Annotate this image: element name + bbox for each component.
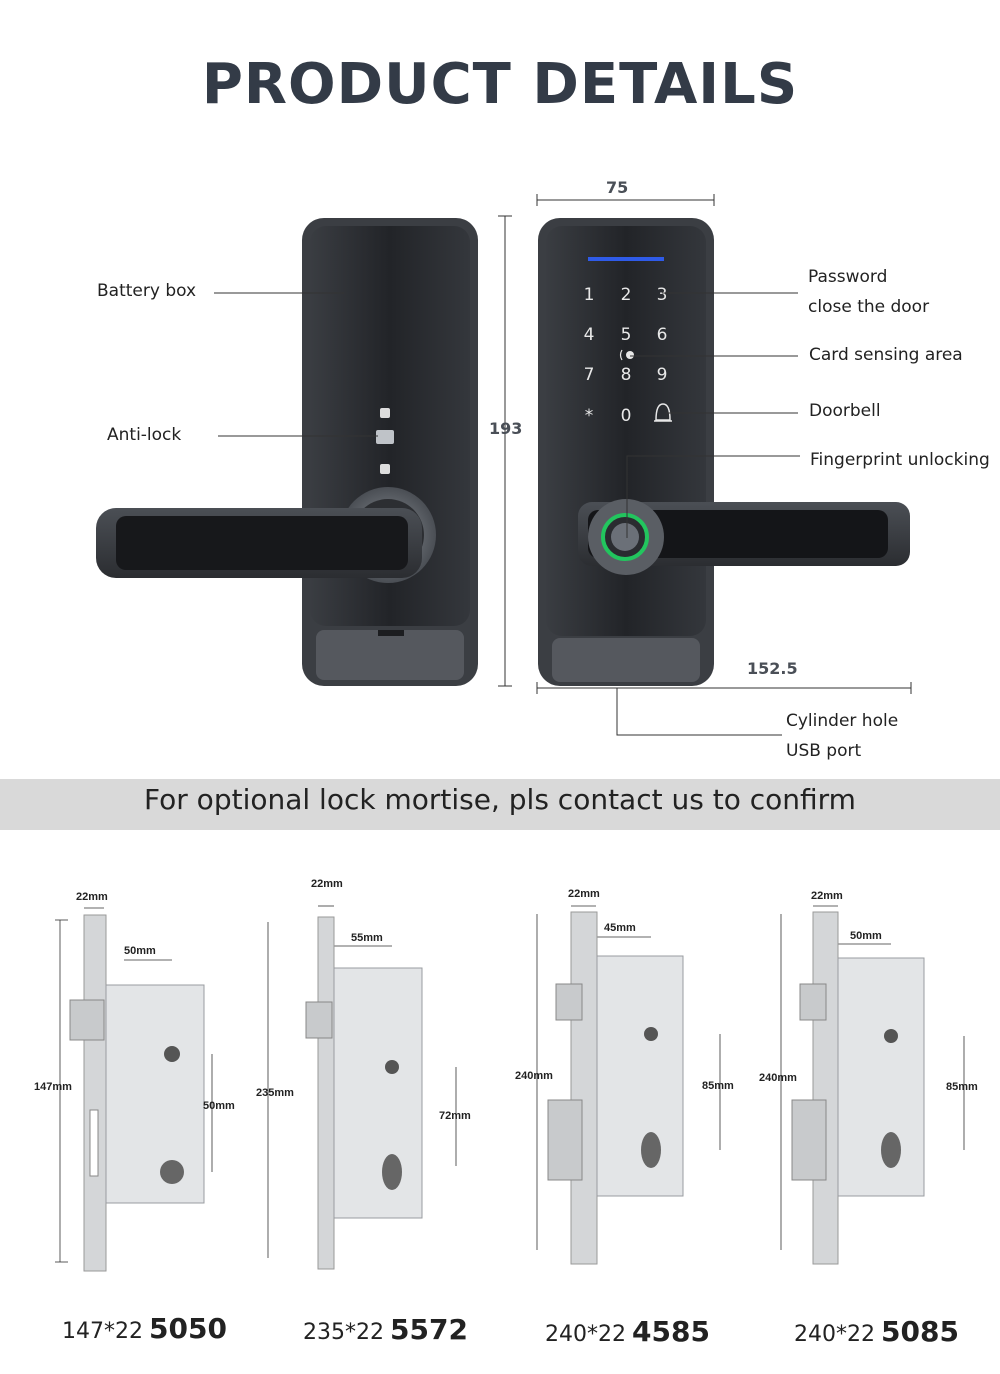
m1-top-dim: 22mm [76,891,108,903]
m3-top-dim: 22mm [568,888,600,900]
callout-card-sensing: Card sensing area [809,345,963,365]
mortise-2 [306,917,422,1269]
key-0: 0 [620,406,632,426]
key-8: 8 [620,365,632,385]
m1-height-dim: 147mm [34,1081,72,1093]
callout-password-line2: close the door [808,297,930,317]
callout-usb-port: USB port [786,741,862,761]
key-star: * [584,406,594,426]
dimension-height: 193 [489,419,523,438]
callout-cylinder-hole: Cylinder hole [786,711,899,731]
key-4: 4 [583,325,595,345]
m1-inner-dim: 50mm [124,945,156,957]
key-3: 3 [656,285,668,305]
banner-text: For optional lock mortise, pls contact us to confirm [144,783,856,816]
mortise-1-code: 5050 [149,1312,227,1345]
callout-fingerprint: Fingerprint unlocking [810,450,990,470]
mortise-1 [70,915,204,1271]
mortise-1-caption [62,1312,227,1345]
callout-anti-lock: Anti-lock [107,425,182,445]
mortise-3-code: 4585 [632,1315,710,1348]
key-7: 7 [583,365,595,385]
m2-right-dim: 72mm [439,1110,471,1122]
mortise-4 [792,912,924,1264]
m3-inner-dim: 45mm [604,922,636,934]
m3-right-dim: 85mm [702,1080,734,1092]
m2-top-dim: 22mm [311,878,343,890]
m3-height-dim: 240mm [515,1070,553,1082]
mortise-4-size: 240*22 [794,1322,875,1347]
callout-doorbell: Doorbell [809,401,881,421]
callout-password-line1: Password [808,267,888,287]
key-6: 6 [656,325,668,345]
m2-inner-dim: 55mm [351,932,383,944]
m4-top-dim: 22mm [811,890,843,902]
mortise-1-size: 147*22 [62,1319,143,1344]
m4-right-dim: 85mm [946,1081,978,1093]
m4-inner-dim: 50mm [850,930,882,942]
mortise-4-code: 5085 [881,1315,959,1348]
m4-height-dim: 240mm [759,1072,797,1084]
key-2: 2 [620,285,632,305]
mortise-2-code: 5572 [390,1313,468,1346]
key-1: 1 [583,285,595,305]
mortise-3-caption [545,1315,710,1348]
key-5: 5 [620,325,632,345]
mortise-2-size: 235*22 [303,1320,384,1345]
mortise-3-size: 240*22 [545,1322,626,1347]
key-9: 9 [656,365,668,385]
mortise-2-caption [303,1313,468,1346]
mortise-4-caption [794,1315,959,1348]
m2-height-dim: 235mm [256,1087,294,1099]
callout-battery-box: Battery box [97,281,197,301]
dimension-width: 75 [606,178,629,197]
dimension-handle-length: 152.5 [747,659,798,678]
mortise-3 [548,912,683,1264]
m1-right-dim: 50mm [203,1100,235,1112]
page-title: PRODUCT DETAILS [201,52,799,117]
